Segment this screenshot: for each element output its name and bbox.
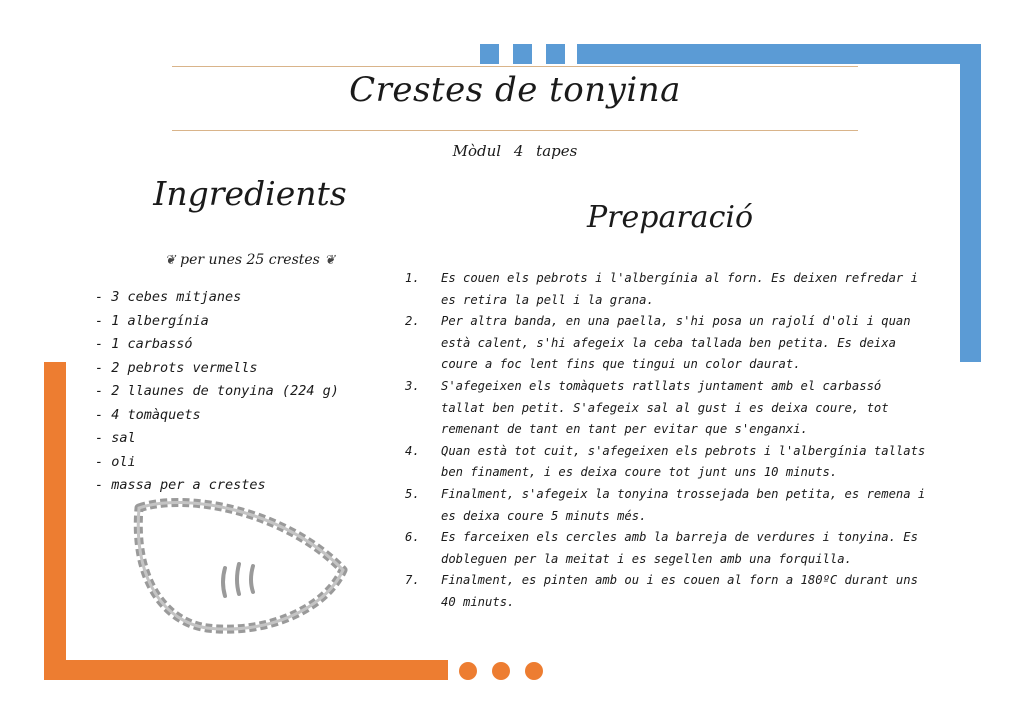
frame-orange-side-bar <box>44 362 66 680</box>
page-title: Crestes de tonyina <box>349 70 681 110</box>
frame-blue-top-bar <box>577 44 981 64</box>
step-item: 7. Finalment, es pinten amb ou i es couen al forn a 180ºC durant uns 40 minuts. <box>405 573 918 609</box>
ingredient-item: - 1 albergínia <box>95 312 209 329</box>
page-subtitle: Mòdul 4 tapes <box>452 142 578 160</box>
frame-blue-block-3 <box>546 44 565 64</box>
frame-orange-dot-3 <box>525 662 543 680</box>
title-rule-bottom <box>172 130 858 131</box>
ingredient-item: - 4 tomàquets <box>95 406 201 423</box>
ingredient-item: - 2 pebrots vermells <box>95 359 258 376</box>
title-rule-top <box>172 66 858 67</box>
ingredient-item: - sal <box>95 430 136 446</box>
step-item: 1. Es couen els pebrots i l'albergínia al forn. Es deixen refredar i es retira la pell i la grana. <box>405 271 918 307</box>
ingredient-item: - oli <box>95 453 136 470</box>
serving-note <box>120 252 380 268</box>
ingredient-item: - 1 carbassó <box>95 336 193 352</box>
ingredient-item: - massa per a crestes <box>95 477 266 493</box>
frame-orange-dot-1 <box>459 662 477 680</box>
serving-text: per unes 25 crestes <box>180 252 320 268</box>
ingredients-heading: Ingredients <box>153 174 347 213</box>
ornament-left-icon: ❦ <box>164 253 176 268</box>
frame-orange-bottom-bar <box>44 660 448 680</box>
frame-blue-block-1 <box>480 44 499 64</box>
ingredient-item: - 3 cebes mitjanes <box>95 289 242 305</box>
preparation-steps <box>405 268 930 614</box>
frame-blue-side-bar <box>960 44 981 362</box>
preparation-heading: Preparació <box>586 200 754 235</box>
ingredient-item: - 2 llaunes de tonyina (224 g) <box>95 383 339 399</box>
step-item: 4. Quan està tot cuit, s'afegeixen els pebrots i l'albergínia tallats ben finament, i es deixa coure tot junt uns 10 minuts. <box>405 443 926 480</box>
frame-blue-block-2 <box>513 44 532 64</box>
step-item: 6. Es farceixen els cercles amb la barreja de verdures i tonyina. Es dobleguen per la meitat i es segellen amb una forquilla. <box>405 530 918 566</box>
ornament-right-icon: ❦ <box>324 253 336 268</box>
empanada-illustration-icon <box>125 490 360 640</box>
step-item: 5. Finalment, s'afegeix la tonyina trossejada ben petita, es remena i es deixa coure 5 minuts més. <box>405 486 926 523</box>
step-item: 3. S'afegeixen els tomàquets ratllats juntament amb el carbassó tallat ben petit. S'afegeix sal al gust i es deixa coure, tot remenant de tant en tant per evitar que s'enganxi. <box>405 378 889 437</box>
step-item: 2. Per altra banda, en una paella, s'hi posa un rajolí d'oli i quan està calent, s'hi afegeix la ceba tallada ben petita. Es deixa coure a foc lent fins que tingui un color daurat. <box>405 314 911 372</box>
frame-orange-dot-2 <box>492 662 510 680</box>
ingredients-list <box>95 286 395 498</box>
